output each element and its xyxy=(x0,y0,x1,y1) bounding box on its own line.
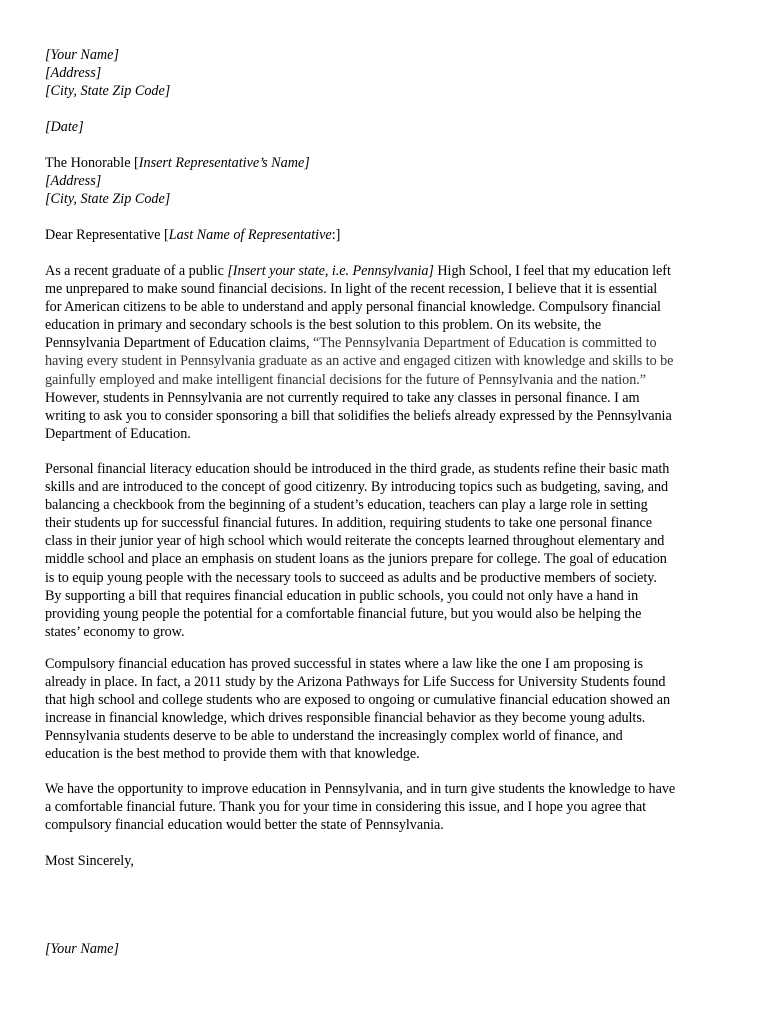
recipient-block xyxy=(45,154,721,208)
p1-line-4: education in primary and secondary schools is the best solution to this problem. On its website, the xyxy=(45,317,602,334)
body-paragraph-1 xyxy=(45,262,723,443)
p1-state-placeholder: [Insert your state, i.e. Pennsylvania] xyxy=(227,263,434,279)
p2-line-10: states’ economy to grow. xyxy=(45,623,185,640)
p1-line-7: gainfully employed and make intelligent financial decisions for the future of Pennsylvania and the nation.” xyxy=(45,371,646,388)
sender-city-state-zip: [City, State Zip Code] xyxy=(45,83,171,100)
p2-line-5: class in their junior year of high school which would reiterate the concepts learned throughout elementary and xyxy=(45,533,665,550)
salutation-placeholder: Last Name of Representative xyxy=(168,227,332,243)
recipient-name-line xyxy=(45,154,721,172)
p1-line-5a: Pennsylvania Department of Education claims, xyxy=(45,335,314,352)
body-paragraph-3 xyxy=(45,655,723,764)
p3-line-1: Compulsory financial education has proved successful in states where a law like the one I am proposing is xyxy=(45,656,643,672)
p1-line-10: Department of Education. xyxy=(45,425,191,442)
salutation xyxy=(45,226,721,244)
p2-line-2: skills and are introduced to the concept of good citizenry. By introducing topics such as budgeting, saving, and xyxy=(45,479,669,496)
p3-line-4: increase in financial knowledge, which drives responsible financial behavior as they become young adults. xyxy=(45,710,646,727)
p4-line-1: We have the opportunity to improve education in Pennsylvania, and in turn give students the knowledge to have xyxy=(45,781,676,797)
salutation-suffix: :] xyxy=(331,227,341,243)
sender-name: [Your Name] xyxy=(45,47,119,63)
p1-line-1a: As a recent graduate of a public xyxy=(45,263,228,279)
p3-line-6: education is the best method to provide them with that knowledge. xyxy=(45,746,420,763)
p2-line-7: is to equip young people with the necessary tools to succeed as adults and be productive members of society. xyxy=(45,569,657,586)
sender-address: [Address] xyxy=(45,65,102,82)
date-block xyxy=(45,118,721,136)
p2-line-4: their students up for successful financial futures. In addition, requiring students to take one personal finance xyxy=(45,515,653,532)
p3-line-2: already in place. In fact, a 2011 study by the Arizona Pathways for Life Success for University Students found xyxy=(45,674,666,691)
p4-line-3: compulsory financial education would better the state of Pennsylvania. xyxy=(45,817,444,834)
p2-line-9: providing young people the potential for a comfortable financial future, but you would also be helping the xyxy=(45,605,642,622)
recipient-city-state-zip: [City, State Zip Code] xyxy=(45,191,171,208)
salutation-prefix: Dear Representative [ xyxy=(45,227,169,243)
recipient-name-placeholder: Insert Representative’s Name] xyxy=(138,155,310,171)
p1-line-8: However, students in Pennsylvania are not currently required to take any classes in personal finance. I am xyxy=(45,389,640,406)
sender-block xyxy=(45,46,721,100)
p1-line-1b: High School, I feel that my education left xyxy=(433,263,671,279)
body-paragraph-2 xyxy=(45,460,723,641)
p1-quote-start: “The Pennsylvania Department of Education is committed to xyxy=(313,335,657,352)
closing-text: Most Sincerely, xyxy=(45,853,134,869)
p2-line-6: middle school and place an emphasis on student loans as the juniors prepare for college. The goal of education xyxy=(45,551,667,568)
closing-block xyxy=(45,852,721,870)
body-paragraph-4 xyxy=(45,780,723,834)
signature-name: [Your Name] xyxy=(45,941,119,957)
p2-line-1: Personal financial literacy education should be introduced in the third grade, as students refine their basic math xyxy=(45,461,670,477)
p1-line-2: me unprepared to make sound financial decisions. In light of the recent recession, I believe that it is essential xyxy=(45,281,658,298)
p1-line-6: having every student in Pennsylvania graduate as an active and engaged citizen with knowledge and skills to be xyxy=(45,353,674,370)
recipient-prefix: The Honorable [ xyxy=(45,155,139,171)
p3-line-3: that high school and college students who are exposed to ongoing or cumulative financial education showed an xyxy=(45,692,670,709)
recipient-address: [Address] xyxy=(45,173,102,190)
p2-line-3: balancing a checkbook from the beginning of a student’s education, teachers can play a large role in setting xyxy=(45,497,648,514)
p4-line-2: a comfortable financial future. Thank you for your time in considering this issue, and I hope you agree that xyxy=(45,799,647,816)
letter-date: [Date] xyxy=(45,119,84,135)
p3-line-5: Pennsylvania students deserve to be able to understand the increasingly complex world of finance, and xyxy=(45,728,623,745)
p1-line-3: for American citizens to be able to understand and apply personal financial knowledge. Compulsory financial xyxy=(45,299,661,316)
signature-block xyxy=(45,940,721,958)
p2-line-8: By supporting a bill that requires financial education in public schools, you could not only have a hand in xyxy=(45,587,639,604)
p1-line-9: writing to ask you to consider sponsoring a bill that solidifies the beliefs already expressed by the Pennsylvania xyxy=(45,407,672,424)
